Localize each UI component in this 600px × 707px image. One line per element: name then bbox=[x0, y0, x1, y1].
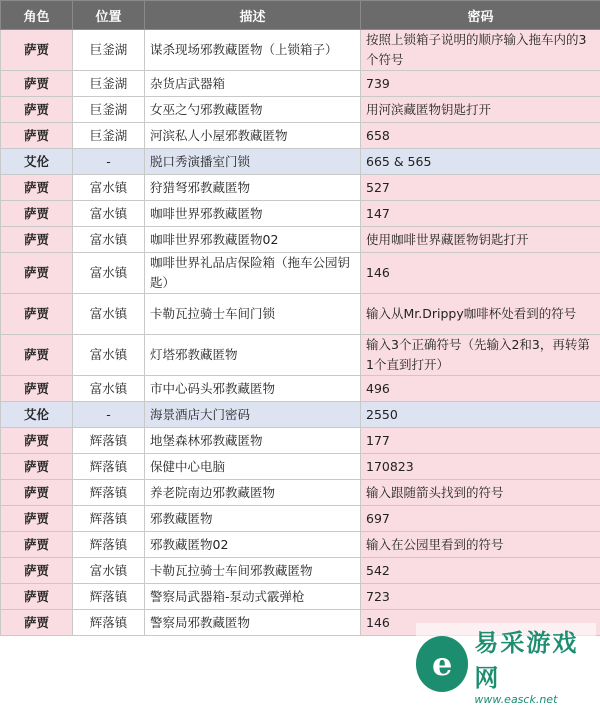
location-cell: 富水镇 bbox=[73, 558, 145, 584]
code-cell: 542 bbox=[361, 558, 600, 584]
role-cell: 萨贾 bbox=[1, 175, 73, 201]
description-cell: 警察局武器箱-泵动式霰弹枪 bbox=[145, 584, 361, 610]
description-cell: 养老院南边邪教藏匿物 bbox=[145, 480, 361, 506]
header-description: 描述 bbox=[145, 1, 361, 30]
header-role: 角色 bbox=[1, 1, 73, 30]
description-cell: 女巫之勺邪教藏匿物 bbox=[145, 97, 361, 123]
table-row bbox=[1, 123, 600, 149]
location-cell: 巨釜湖 bbox=[73, 123, 145, 149]
role-cell: 萨贾 bbox=[1, 227, 73, 253]
code-cell: 使用咖啡世界藏匿物钥匙打开 bbox=[361, 227, 600, 253]
table-row bbox=[1, 253, 600, 294]
role-cell: 萨贾 bbox=[1, 480, 73, 506]
description-cell: 卡勒瓦拉骑士车间邪教藏匿物 bbox=[145, 558, 361, 584]
table-row bbox=[1, 480, 600, 506]
location-cell: 富水镇 bbox=[73, 294, 145, 335]
location-cell: 富水镇 bbox=[73, 201, 145, 227]
location-cell: 富水镇 bbox=[73, 376, 145, 402]
code-cell: 输入3个正确符号（先输入2和3，再转第1个直到打开） bbox=[361, 335, 600, 376]
role-cell: 萨贾 bbox=[1, 428, 73, 454]
description-cell: 河滨私人小屋邪教藏匿物 bbox=[145, 123, 361, 149]
role-cell: 萨贾 bbox=[1, 610, 73, 636]
code-cell: 146 bbox=[361, 610, 600, 636]
role-cell: 艾伦 bbox=[1, 402, 73, 428]
role-cell: 萨贾 bbox=[1, 97, 73, 123]
description-cell: 谋杀现场邪教藏匿物（上锁箱子） bbox=[145, 30, 361, 71]
description-cell: 咖啡世界礼品店保险箱（拖车公园钥匙） bbox=[145, 253, 361, 294]
role-cell: 萨贾 bbox=[1, 30, 73, 71]
table-row bbox=[1, 335, 600, 376]
table-row bbox=[1, 227, 600, 253]
code-cell: 输入从Mr.Drippy咖啡杯处看到的符号 bbox=[361, 294, 600, 335]
role-cell: 萨贾 bbox=[1, 532, 73, 558]
role-cell: 萨贾 bbox=[1, 376, 73, 402]
location-cell: 辉落镇 bbox=[73, 480, 145, 506]
role-cell: 萨贾 bbox=[1, 584, 73, 610]
role-cell: 萨贾 bbox=[1, 294, 73, 335]
location-cell: 富水镇 bbox=[73, 335, 145, 376]
location-cell: 辉落镇 bbox=[73, 532, 145, 558]
description-cell: 市中心码头邪教藏匿物 bbox=[145, 376, 361, 402]
code-cell: 177 bbox=[361, 428, 600, 454]
location-cell: 巨釜湖 bbox=[73, 30, 145, 71]
description-cell: 灯塔邪教藏匿物 bbox=[145, 335, 361, 376]
location-cell: 辉落镇 bbox=[73, 506, 145, 532]
role-cell: 萨贾 bbox=[1, 253, 73, 294]
location-cell: 富水镇 bbox=[73, 253, 145, 294]
code-cell: 输入跟随箭头找到的符号 bbox=[361, 480, 600, 506]
description-cell: 狩猎弩邪教藏匿物 bbox=[145, 175, 361, 201]
table-row bbox=[1, 30, 600, 71]
table-row bbox=[1, 584, 600, 610]
table-row bbox=[1, 97, 600, 123]
role-cell: 萨贾 bbox=[1, 201, 73, 227]
table-row bbox=[1, 454, 600, 480]
code-cell: 723 bbox=[361, 584, 600, 610]
code-cell: 按照上锁箱子说明的顺序输入拖车内的3个符号 bbox=[361, 30, 600, 71]
role-cell: 艾伦 bbox=[1, 149, 73, 175]
location-cell: 巨釜湖 bbox=[73, 97, 145, 123]
header-code: 密码 bbox=[361, 1, 600, 30]
table-row bbox=[1, 201, 600, 227]
location-cell: 辉落镇 bbox=[73, 584, 145, 610]
description-cell: 保健中心电脑 bbox=[145, 454, 361, 480]
description-cell: 海景酒店大门密码 bbox=[145, 402, 361, 428]
table-row bbox=[1, 294, 600, 335]
table-row bbox=[1, 402, 600, 428]
code-cell: 665 & 565 bbox=[361, 149, 600, 175]
table-row bbox=[1, 71, 600, 97]
code-cell: 147 bbox=[361, 201, 600, 227]
role-cell: 萨贾 bbox=[1, 71, 73, 97]
location-cell: 辉落镇 bbox=[73, 610, 145, 636]
table-row bbox=[1, 376, 600, 402]
table-row bbox=[1, 428, 600, 454]
location-cell: 辉落镇 bbox=[73, 454, 145, 480]
role-cell: 萨贾 bbox=[1, 558, 73, 584]
site-url: www.easck.net bbox=[474, 692, 558, 706]
location-cell: 富水镇 bbox=[73, 175, 145, 201]
location-cell: 辉落镇 bbox=[73, 428, 145, 454]
location-cell: 巨釜湖 bbox=[73, 71, 145, 97]
code-cell: 170823 bbox=[361, 454, 600, 480]
table-row bbox=[1, 532, 600, 558]
code-cell: 527 bbox=[361, 175, 600, 201]
code-cell: 496 bbox=[361, 376, 600, 402]
description-cell: 咖啡世界邪教藏匿物02 bbox=[145, 227, 361, 253]
description-cell: 地堡森林邪教藏匿物 bbox=[145, 428, 361, 454]
location-cell: 富水镇 bbox=[73, 227, 145, 253]
code-cell: 2550 bbox=[361, 402, 600, 428]
role-cell: 萨贾 bbox=[1, 454, 73, 480]
description-cell: 杂货店武器箱 bbox=[145, 71, 361, 97]
description-cell: 咖啡世界邪教藏匿物 bbox=[145, 201, 361, 227]
role-cell: 萨贾 bbox=[1, 335, 73, 376]
description-cell: 警察局邪教藏匿物 bbox=[145, 610, 361, 636]
table-row bbox=[1, 149, 600, 175]
code-cell: 输入在公园里看到的符号 bbox=[361, 532, 600, 558]
table-row bbox=[1, 175, 600, 201]
code-cell: 658 bbox=[361, 123, 600, 149]
table-row bbox=[1, 558, 600, 584]
description-cell: 邪教藏匿物 bbox=[145, 506, 361, 532]
code-cell: 用河滨藏匿物钥匙打开 bbox=[361, 97, 600, 123]
description-cell: 脱口秀演播室门锁 bbox=[145, 149, 361, 175]
role-cell: 萨贾 bbox=[1, 506, 73, 532]
site-logo-icon: e bbox=[416, 636, 468, 692]
description-cell: 卡勒瓦拉骑士车间门锁 bbox=[145, 294, 361, 335]
code-cell: 697 bbox=[361, 506, 600, 532]
role-cell: 萨贾 bbox=[1, 123, 73, 149]
header-location: 位置 bbox=[73, 1, 145, 30]
site-name: 易采游戏网 bbox=[474, 627, 579, 692]
code-cell: 146 bbox=[361, 253, 600, 294]
location-cell: - bbox=[73, 402, 145, 428]
site-watermark bbox=[416, 623, 596, 705]
header-row bbox=[1, 1, 600, 30]
table-row bbox=[1, 506, 600, 532]
description-cell: 邪教藏匿物02 bbox=[145, 532, 361, 558]
location-cell: - bbox=[73, 149, 145, 175]
code-cell: 739 bbox=[361, 71, 600, 97]
